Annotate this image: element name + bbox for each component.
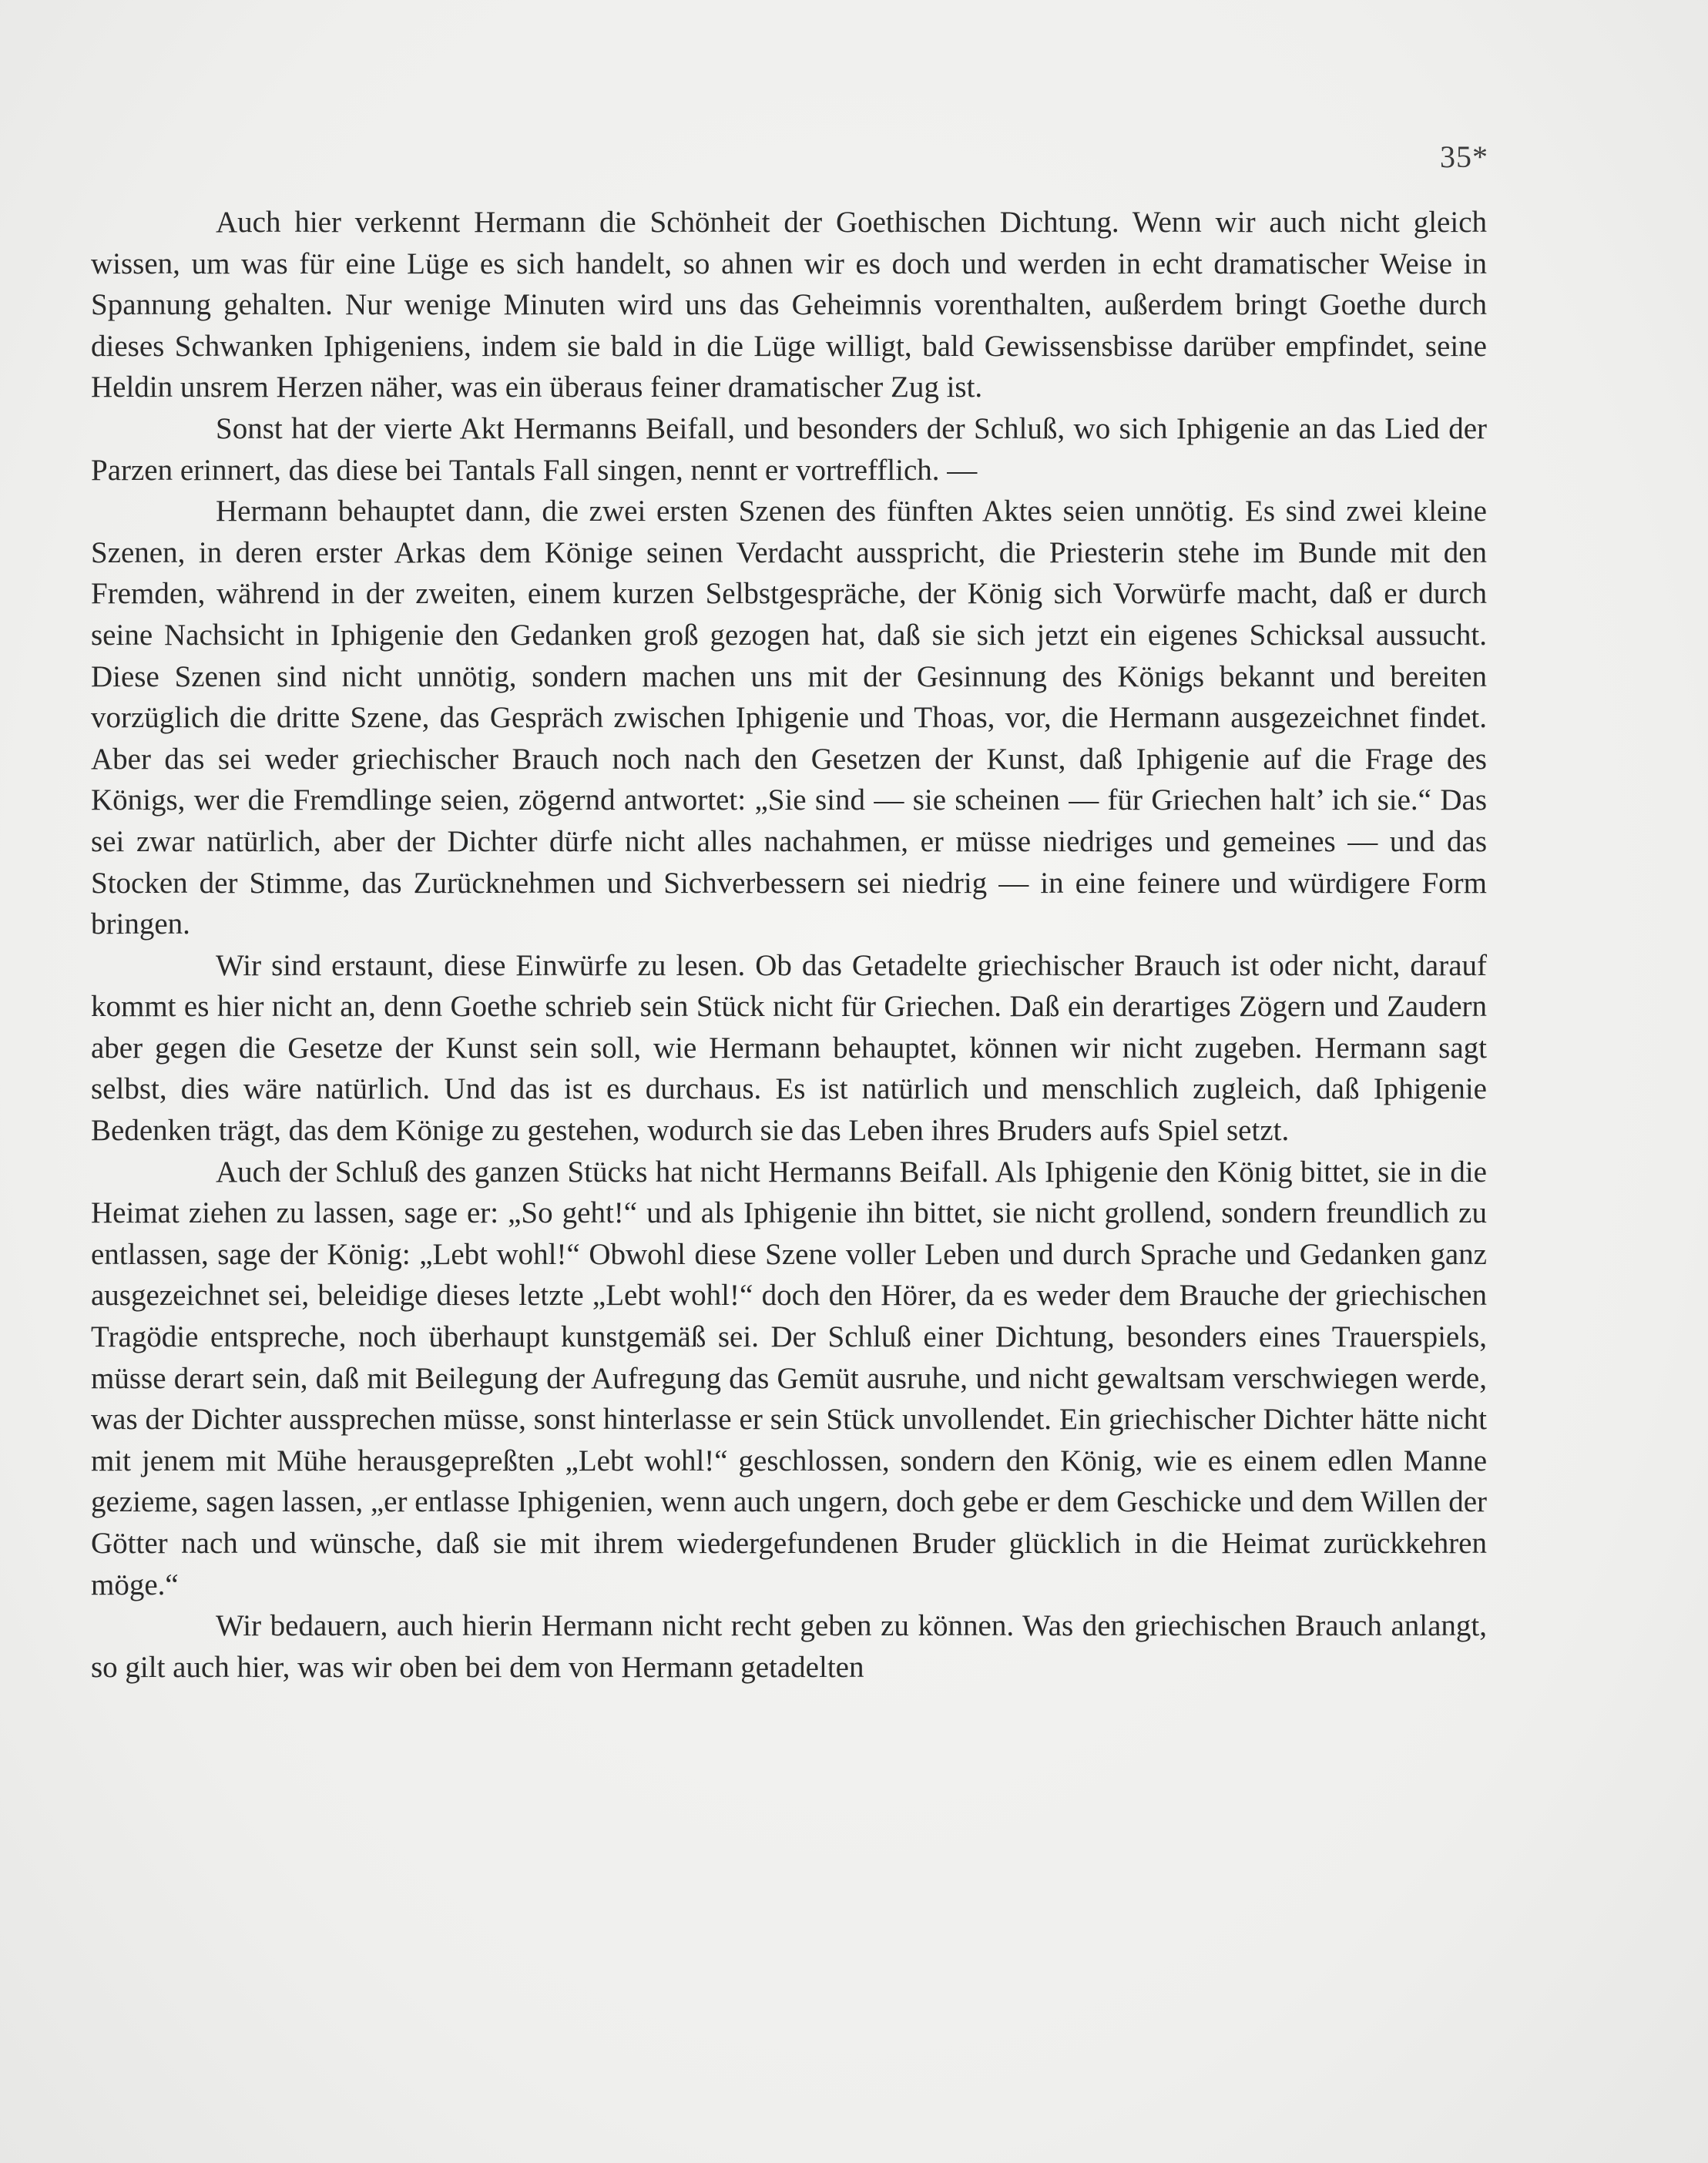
paragraph-4: Wir sind erstaunt, diese Einwürfe zu lesen. Ob das Getadelte griechischer Brauch ist oder nicht, darauf kommt es hier nicht an, denn Goethe schrieb sein Stück nicht für Griechen. Daß ein derartiges Zögern und Zaudern aber gegen die Gesetze der Kunst sein soll, wie Hermann behauptet, können wir nicht zugeben. Hermann sagt selbst, dies wäre natürlich. Und das ist es durchaus. Es ist natürlich und menschlich zugleich, daß Iphigenie Bedenken trägt, das dem Könige zu gestehen, wodurch sie das Leben ihres Bruders aufs Spiel setzt. xyxy=(91,948,1487,1148)
body-text xyxy=(91,202,1487,1688)
paragraph-5: Auch der Schluß des ganzen Stücks hat nicht Hermanns Beifall. Als Iphigenie den König bittet, sie in die Heimat ziehen zu lassen, sage er: „So geht!“ und als Iphigenie ihn bittet, sie nicht grollend, sondern freundlich zu entlassen, sage der König: „Lebt wohl!“ Obwohl diese Szene voller Leben und durch Sprache und Gedanken ganz ausgezeichnet sei, beleidige dieses letzte „Lebt wohl!“ doch den Hörer, da es weder dem Brauche der griechischen Tragödie entspreche, noch überhaupt kunstgemäß sei. Der Schluß einer Dichtung, besonders eines Trauerspiels, müsse derart sein, daß mit Beilegung der Aufregung das Gemüt ausruhe, und nicht gewaltsam verschwiegen werde, was der Dichter aussprechen müsse, sonst hinterlasse er sein Stück unvollendet. Ein griechischer Dichter hätte nicht mit jenem mit Mühe herausgepreßten „Lebt wohl!“ geschlossen, sondern den König, wie es einem edlen Manne gezieme, sagen lassen, „er entlasse Iphigenien, wenn auch ungern, doch gebe er dem Geschicke und dem Willen der Götter nach und wünsche, daß sie mit ihrem wiedergefundenen Bruder glücklich in die Heimat zurückkehren möge.“ xyxy=(91,1155,1487,1601)
page-number: 35* xyxy=(1440,139,1488,174)
paragraph-6: Wir bedauern, auch hierin Hermann nicht recht geben zu können. Was den griechischen Brauch anlangt, so gilt auch hier, was wir oben bei dem von Hermann getadelten xyxy=(91,1609,1487,1684)
paragraph-2: Sonst hat der vierte Akt Hermanns Beifall, und besonders der Schluß, wo sich Iphigenie an das Lied der Parzen erinnert, das diese bei Tantals Fall singen, nennt er vortrefflich. — xyxy=(91,411,1487,487)
paragraph-3: Hermann behauptet dann, die zwei ersten Szenen des fünften Aktes seien unnötig. Es sind zwei kleine Szenen, in deren erster Arkas dem Könige seinen Verdacht ausspricht, die Priesterin stehe im Bunde mit den Fremden, während in der zweiten, einem kurzen Selbstgespräche, der König sich Vorwürfe macht, daß er durch seine Nachsicht in Iphigenie den Gedanken groß gezogen hat, daß sie sich jetzt ein eigenes Schicksal aussucht. Diese Szenen sind nicht unnötig, sondern machen uns mit der Gesinnung des Königs bekannt und bereiten vorzüglich die dritte Szene, das Gespräch zwischen Iphigenie und Thoas, vor, die Hermann ausgezeichnet findet. Aber das sei weder griechischer Brauch noch nach den Gesetzen der Kunst, daß Iphigenie auf die Frage des Königs, wer die Fremdlinge seien, zögernd antwortet: „Sie sind — sie scheinen — für Griechen halt’ ich sie.“ Das sei zwar natürlich, aber der Dichter dürfe nicht alles nachahmen, er müsse niedriges und gemeines — und das Stocken der Stimme, das Zurücknehmen und Sichverbessern sei niedrig — in eine feinere und würdigere Form bringen. xyxy=(91,495,1487,941)
paragraph-1: Auch hier verkennt Hermann die Schönheit der Goethischen Dichtung. Wenn wir auch nicht gleich wissen, um was für eine Lüge es sich handelt, so ahnen wir es doch und werden in echt dramatischer Weise in Spannung gehalten. Nur wenige Minuten wird uns das Geheimnis vorenthalten, außerdem bringt Goethe durch dieses Schwanken Iphigeniens, indem sie bald in die Lüge willigt, bald Gewissensbisse darüber empfindet, seine Heldin unsrem Herzen näher, was ein überaus feiner dramatischer Zug ist. xyxy=(91,206,1487,404)
